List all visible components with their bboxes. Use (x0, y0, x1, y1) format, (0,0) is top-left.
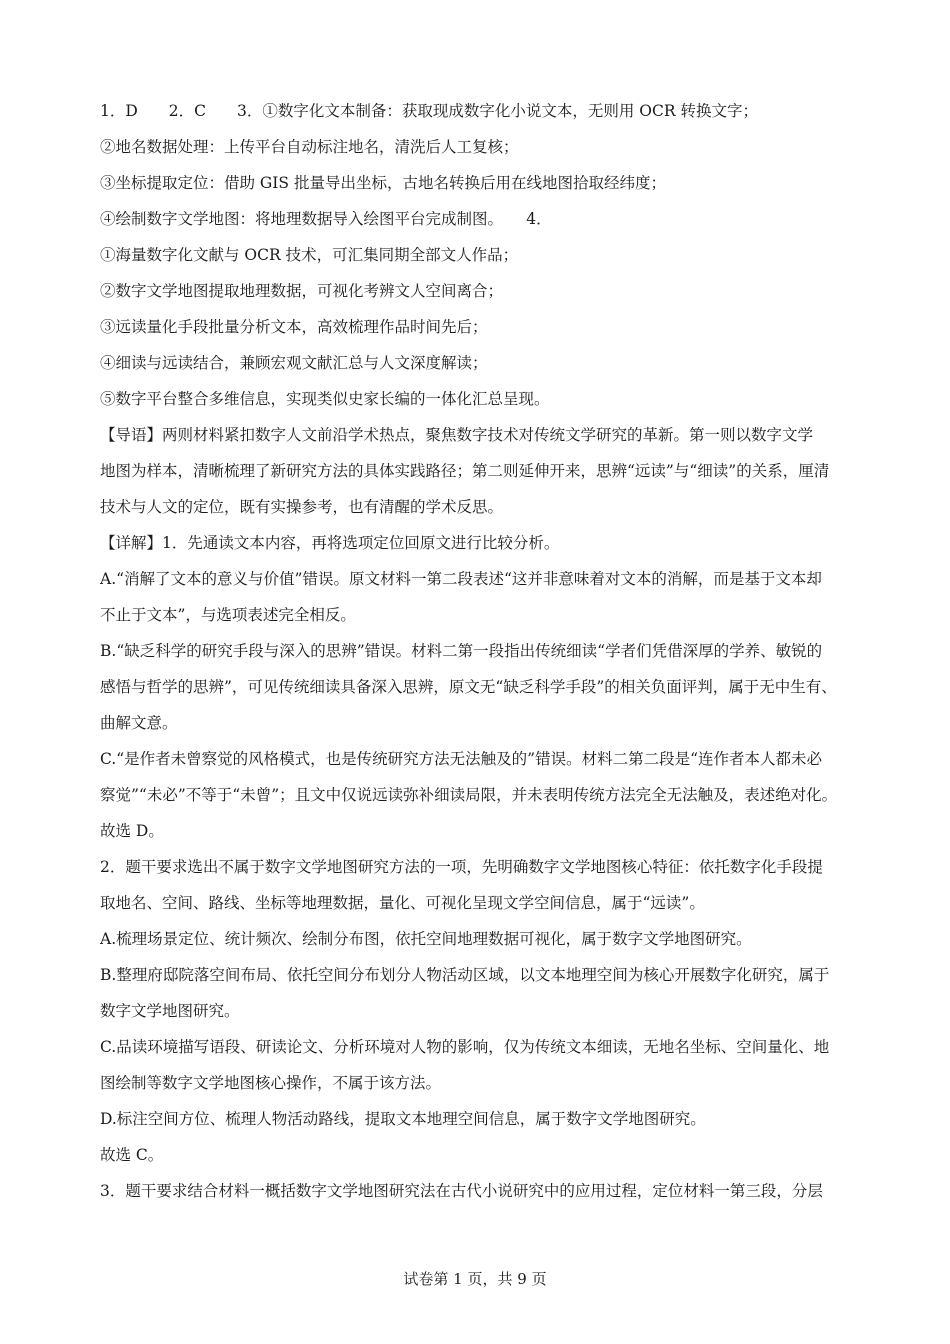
text-line: 3．题干要求结合材料一概括数字文学地图研究法在古代小说研究中的应用过程，定位材料一第三段，分层 (100, 1182, 823, 1200)
text-line: 技术与人文的定位，既有实操参考，也有清醒的学术反思。 (100, 498, 504, 516)
text-line: 2．题干要求选出不属于数字文学地图研究方法的一项，先明确数字文学地图核心特征：依托数字化手段提 (100, 858, 823, 876)
text-line: 感悟与哲学的思辨”，可见传统细读具备深入思辨，原文无“缺乏科学手段”的相关负面评判，属于无中生有、 (100, 678, 837, 696)
text-line: 不止于文本”，与选项表述完全相反。 (100, 606, 356, 624)
text-line: ③远读量化手段批量分析文本，高效梳理作品时间先后； (100, 318, 488, 336)
text-line: ②地名数据处理：上传平台自动标注地名，清洗后人工复核； (100, 138, 519, 156)
text-line: 故选 C。 (100, 1146, 164, 1164)
text-line: 曲解文意。 (100, 714, 178, 732)
text-line: C.“是作者未曾察觉的风格模式，也是传统研究方法无法触及的”错误。材料二第二段是“连作者本人都未必 (100, 750, 823, 768)
text-line: B.“缺乏科学的研究手段与深入的思辨”错误。材料二第一段指出传统细读“学者们凭借深厚的学养、敏锐的 (100, 642, 823, 660)
text-line: C.品读环境描写语段、研读论文、分析环境对人物的影响，仅为传统文本细读，无地名坐标、空间量化、地 (100, 1038, 830, 1056)
answer-text-body (100, 98, 860, 1214)
text-line: 数字文学地图研究。 (100, 1002, 240, 1020)
text-line: B.整理府邸院落空间布局、依托空间分布划分人物活动区域，以文本地理空间为核心开展数字化研究，属于 (100, 966, 830, 984)
text-line: 故选 D。 (100, 822, 164, 840)
text-line: ③坐标提取定位：借助 GIS 批量导出坐标，古地名转换后用在线地图拾取经纬度； (100, 174, 666, 192)
text-line: ⑤数字平台整合多维信息，实现类似史家长编的一体化汇总呈现。 (100, 390, 550, 408)
text-line: ②数字文学地图提取地理数据，可视化考辨文人空间离合； (100, 282, 504, 300)
text-line: 察觉”“未必”不等于“未曾”；且文中仅说远读弥补细读局限，并未表明传统方法完全无法触及，表述绝对化。 (100, 786, 838, 804)
text-line: ④绘制数字文学地图：将地理数据导入绘图平台完成制图。 4． (100, 210, 552, 228)
text-line: 【详解】1．先通读文本内容，再将选项定位回原文进行比较分析。 (100, 534, 560, 552)
text-line: 1．D 2．C 3．①数字化文本制备：获取现成数字化小说文本，无则用 OCR 转换文字； (100, 102, 758, 120)
text-line: ①海量数字化文献与 OCR 技术，可汇集同期全部文人作品； (100, 246, 519, 264)
text-line: 取地名、空间、路线、坐标等地理数据，量化、可视化呈现文学空间信息，属于“远读”。 (100, 894, 705, 912)
text-line: 【导语】两则材料紧扣数字人文前沿学术热点，聚焦数字技术对传统文学研究的革新。第一则以数字文学 (100, 426, 814, 444)
text-line: A.“消解了文本的意义与价值”错误。原文材料一第二段表述“这并非意味着对文本的消解，而是基于文本却 (100, 570, 822, 588)
page-footer: 试卷第 1 页，共 9 页 (403, 1270, 547, 1288)
text-line: ④细读与远读结合，兼顾宏观文献汇总与人文深度解读； (100, 354, 488, 372)
text-line: A.梳理场景定位、统计频次、绘制分布图，依托空间地理数据可视化，属于数字文学地图研究。 (100, 930, 752, 948)
text-line: 地图为样本，清晰梳理了新研究方法的具体实践路径；第二则延伸开来，思辨“远读”与“细读”的关系，厘清 (100, 462, 830, 480)
text-line: D.标注空间方位、梳理人物活动路线，提取文本地理空间信息，属于数字文学地图研究。 (100, 1110, 706, 1128)
text-line: 图绘制等数字文学地图核心操作，不属于该方法。 (100, 1074, 442, 1092)
